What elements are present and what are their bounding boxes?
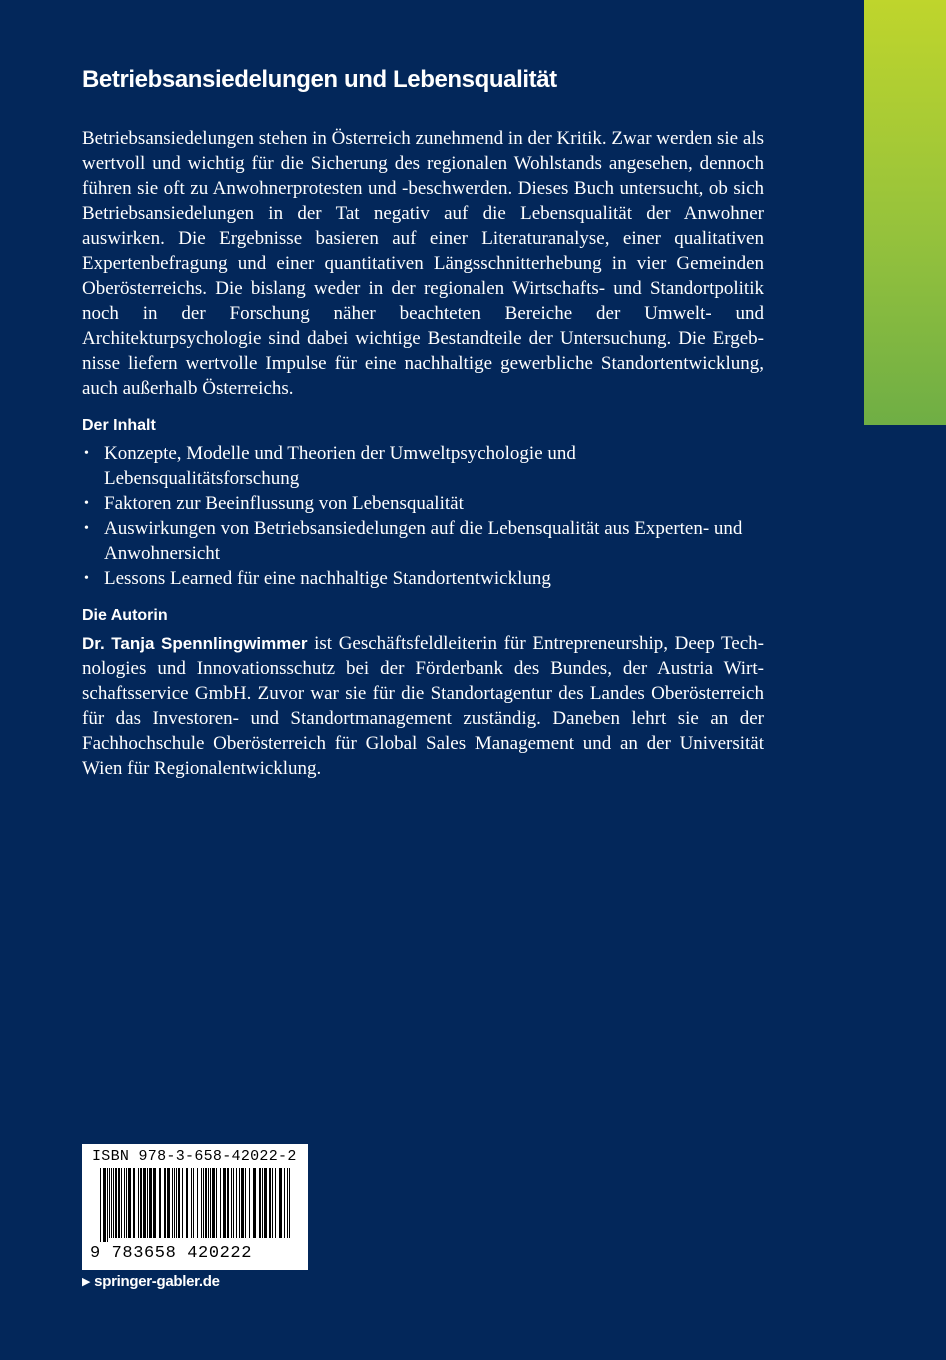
author-bio-paragraph [82,631,764,781]
barcode-bar [249,1168,250,1238]
contents-heading: Der Inhalt [82,417,156,434]
barcode-bar [153,1168,156,1238]
barcode-bar [216,1168,217,1238]
barcode-bar [212,1168,215,1238]
barcode-bar [201,1168,202,1238]
barcode-bar [223,1168,226,1238]
barcode-bar [124,1168,125,1238]
barcode-bars [94,1168,296,1242]
barcode-bar [174,1168,175,1238]
barcode-bar [245,1168,246,1238]
barcode-bar [272,1168,273,1238]
barcode-bar [115,1168,117,1238]
bullet-icon: • [84,446,89,461]
barcode-bar [259,1168,261,1238]
barcode-bar [279,1168,282,1238]
barcode-bar [186,1168,188,1238]
barcode-bar [140,1168,142,1238]
publisher-url[interactable]: springer-gabler.de [94,1273,220,1290]
accent-strip [864,0,946,425]
barcode-bar [164,1168,166,1238]
barcode-bar [111,1168,112,1238]
list-item: • Lessons Learned für eine nachhaltige Standortentwicklung [84,568,551,589]
barcode-bar [289,1168,290,1238]
barcode-bar [262,1168,263,1238]
barcode-bar [149,1168,152,1238]
back-cover-content [82,60,764,781]
barcode-bar [233,1168,234,1238]
barcode-bar [208,1168,209,1238]
barcode-bar [264,1168,267,1238]
barcode-bar [176,1168,177,1238]
triangle-right-icon: ▶ [82,1276,91,1288]
barcode-bar [109,1168,110,1238]
barcode-bar [103,1168,106,1242]
barcode-bar [172,1168,173,1238]
barcode-bar [220,1168,221,1238]
barcode-bar [239,1168,240,1238]
bullet-icon: • [84,496,89,511]
barcode-bar [128,1168,131,1238]
barcode-bar [205,1168,207,1238]
author-bio: ist Geschäftsfeldleiterin für Entrepreneurship, Deep Technologies und Innovationsschutz bei der Förderbank des Bundes, der Austria Wirtschaftsservice GmbH. Zuvor war sie für die Standortagentur des Landes Oberösterreich für das Investoren- und Standortmanagement zuständig. Daneben lehrt sie an der Fachhochschule Oberösterreich für Global Sales Management und an der Universität Wien für Regionalentwicklung. [82,633,764,779]
barcode-bar [231,1168,232,1238]
isbn-label: ISBN 978-3-658-42022-2 [92,1148,297,1165]
barcode-bar [133,1168,135,1238]
barcode-bar [275,1168,276,1238]
barcode-bar [159,1168,161,1238]
barcode-bar [227,1168,229,1238]
list-item: • Konzepte, Modelle und Theorien der Umweltpsychologie und Lebensqualitätsforschung [84,443,576,489]
barcode-bar [118,1168,120,1238]
barcode-bar [241,1168,244,1238]
barcode-bar [284,1168,285,1238]
book-title: Betriebsansiedelungen und Lebensqualität [82,66,557,93]
list-item: • Auswirkungen von Betriebsansiedelungen auf die Lebensqualität aus Experten- und Anwohnersicht [84,518,743,564]
book-description: Betriebsansiedelungen stehen in Österreich zunehmend in der Kritik. Zwar werden sie als wertvoll und wichtig für die Sicherung des regionalen Wohlstands angesehen, dennoch führen sie oft zu Anwohnerprotesten und -beschwerden. Dieses Buch untersucht, ob sich Betriebsansiedelungen in der Tat negativ auf die Lebensqualität der Anwohner auswirken. Die Ergebnisse basieren auf einer Literaturanalyse, einer qualitativen Expertenbefragung und einer quantitativen Längsschnitterhebung in vier Gemeinden Oberösterreichs. Die bislang weder in der regionalen Wirtschafts- und Standortpolitik noch in der Forschung näher beachteten Bereiche der Umwelt- und Architekturpsychologie sind dabei wichtige Bestandteile der Untersuchung. Die Ergebnisse liefern wertvolle Impulse für eine nachhaltige gewerbliche Standortentwicklung, auch außerhalb Österreichs. [82,128,764,399]
barcode-bar [178,1168,180,1238]
list-item: • Faktoren zur Beeinflussung von Lebensqualität [84,493,464,514]
barcode-bar [193,1168,194,1238]
barcode-bar [138,1168,139,1238]
barcode-bar [191,1168,192,1238]
barcode-bar [287,1168,288,1238]
barcode-bar [147,1168,148,1238]
barcode-bar [236,1168,237,1238]
publisher-link[interactable] [82,1273,220,1290]
barcode-bar [113,1168,114,1238]
barcode-bar [100,1168,101,1242]
barcode-bar [210,1168,211,1238]
bullet-icon: • [84,521,89,536]
barcode-bar [182,1168,183,1238]
bullet-icon: • [84,571,89,586]
barcode-bar [253,1168,256,1238]
barcode-bar [269,1168,271,1238]
barcode-bar [197,1168,198,1238]
isbn-barcode [82,1144,308,1270]
barcode-digits: 9 783658 420222 [90,1244,253,1263]
barcode-bar [121,1168,122,1238]
barcode-bar [167,1168,170,1238]
author-name: Dr. Tanja Spennlingwimmer [82,634,308,653]
barcode-bar [107,1168,108,1242]
contents-list [82,441,764,591]
barcode-bar [126,1168,127,1238]
barcode-bar [143,1168,146,1238]
barcode-bar [203,1168,204,1238]
author-heading: Die Autorin [82,607,168,624]
